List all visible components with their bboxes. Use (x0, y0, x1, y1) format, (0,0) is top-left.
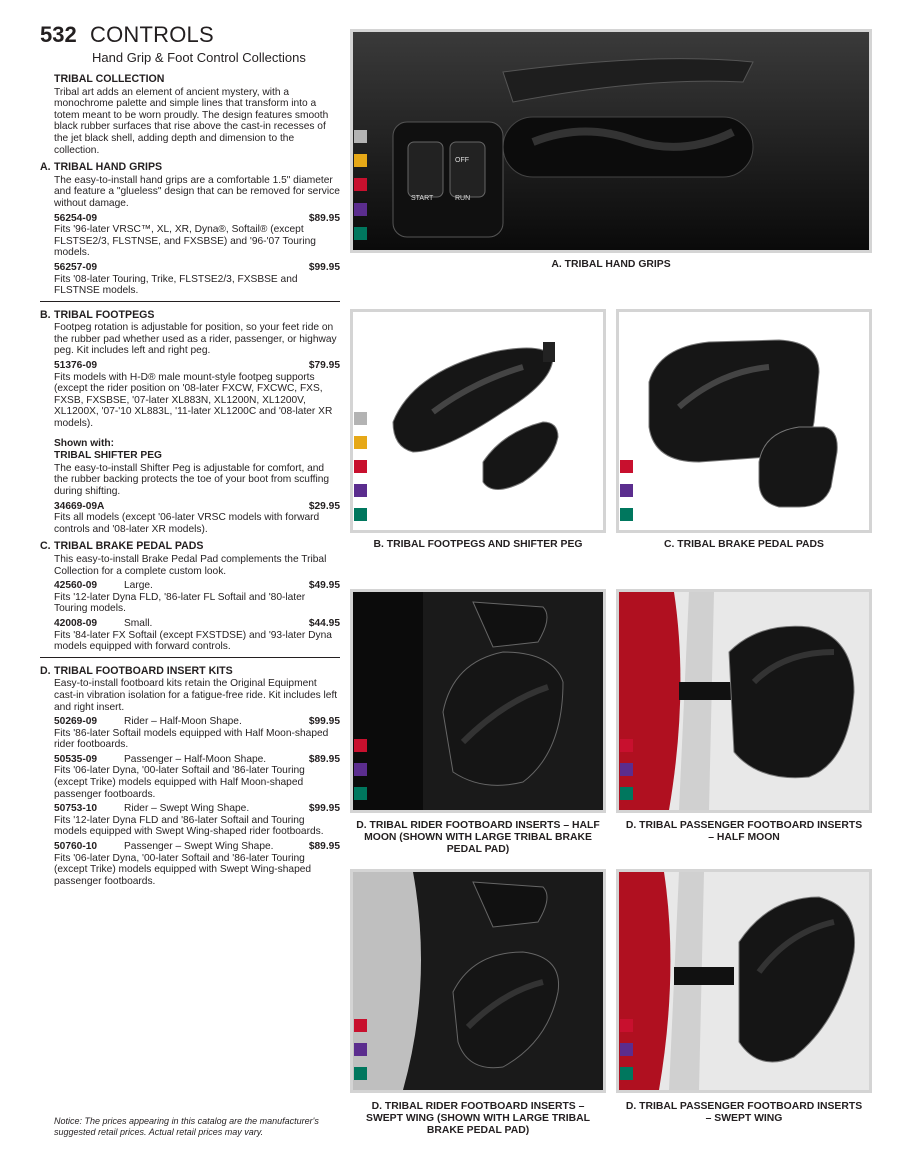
item-fitment: Fits '12-later Dyna FLD and '86-later Softail and Touring models equipped with Swept Wing-shaped rider footboards. (54, 814, 324, 838)
swatch-purple (354, 763, 367, 776)
swatch-purple (620, 763, 633, 776)
shown-with-label: Shown with: (54, 437, 114, 449)
item-size: Passenger – Swept Wing Shape. (124, 841, 274, 853)
swatch-teal (620, 787, 633, 800)
swatch-teal (354, 1067, 367, 1080)
part-number: 34669-09A (54, 500, 105, 512)
swatch-teal (354, 227, 367, 240)
item-fitment: Fits '08-later Touring, Trike, FLSTSE2/3, FXSBSE and FLSTNSE models. (54, 273, 298, 297)
swatch-gray (354, 130, 367, 143)
caption-a: A. TRIBAL HAND GRIPS (551, 259, 671, 270)
part-number: 42560-09 (54, 580, 98, 592)
swatch-gold (354, 154, 367, 167)
swatch-gray (354, 412, 367, 425)
photo-brake-pedal-pads (616, 309, 872, 533)
swatch-red (354, 1019, 367, 1032)
caption-d3: D. TRIBAL RIDER FOOTBOARD INSERTS – SWEPT WING (SHOWN WITH LARGE TRIBAL BRAKE PEDAL PAD) (366, 1101, 590, 1136)
sub-desc: The easy-to-install Shifter Peg is adjustable for comfort, and the rubber backing protects the toe of your boot from scuffing during shifting. (54, 462, 330, 497)
section-letter: A. (40, 161, 51, 174)
product-item (40, 580, 340, 615)
section-title: TRIBAL BRAKE PEDAL PADS (54, 540, 204, 553)
part-number: 50269-09 (54, 716, 98, 728)
swatch-teal (620, 1067, 633, 1080)
item-price: $44.95 (308, 617, 340, 629)
swatch-purple (620, 484, 633, 497)
section-desc: This easy-to-install Brake Pedal Pad complements the Tribal Collection for a complete custom look. (54, 553, 327, 577)
item-size (124, 213, 309, 225)
item-price: $79.95 (308, 360, 340, 372)
sub-title: TRIBAL SHIFTER PEG (54, 450, 162, 462)
switch-start-label: START (411, 195, 434, 202)
section-letter: D. (40, 664, 51, 677)
section-letter: C. (40, 540, 51, 553)
caption-b: B. TRIBAL FOOTPEGS AND SHIFTER PEG (373, 539, 583, 550)
product-item (40, 754, 340, 800)
item-price: $89.95 (308, 212, 340, 224)
section-letter: B. (40, 308, 51, 321)
caption-d4: D. TRIBAL PASSENGER FOOTBOARD INSERTS – SWEPT WING (625, 1101, 863, 1124)
part-number: 50535-09 (54, 753, 98, 765)
item-size: Rider – Half-Moon Shape. (124, 716, 242, 728)
divider (40, 657, 340, 658)
intro-text: Tribal art adds an element of ancient mystery, with a monochrome palette and simple lines that transform into a totem meant to be worn proudly. The design features smooth black rubber surfaces that rise above the cast-in recesses of the jet black shell, adding depth and dimension to the collection. (54, 86, 329, 156)
swatch-purple (620, 1043, 633, 1056)
swatch-purple (354, 484, 367, 497)
product-item (40, 841, 340, 887)
switch-run-label: RUN (455, 195, 471, 202)
part-number: 56257-09 (54, 261, 98, 273)
item-size (124, 262, 309, 274)
part-number: 50753-10 (54, 803, 98, 815)
photo-rider-swept-wing (350, 869, 606, 1093)
swatch-red (620, 1019, 633, 1032)
swatch-red (354, 460, 367, 473)
product-item (40, 262, 340, 297)
page-title: CONTROLS (90, 22, 214, 47)
item-size: Passenger – Half-Moon Shape. (124, 753, 267, 765)
photo-passenger-swept-wing (616, 869, 872, 1093)
photo-passenger-half-moon (616, 589, 872, 813)
part-number: 51376-09 (54, 360, 98, 372)
item-fitment: Fits all models (except '06-later VRSC models with forward controls and '08-later XR models). (54, 512, 320, 535)
item-price: $99.95 (308, 716, 340, 728)
item-fitment: Fits models with H-D® male mount-style footpeg supports (except the rider position on '08-later FXCW, FXCWC, FXS, FXSB, FXSBSE, '07-later XL883N, XL1200N, XL1200V, XL1200X, '07-'10 XL883L, '11-later XL1200C and '08-later XR models). (54, 371, 333, 430)
swatch-purple (354, 203, 367, 216)
item-fitment: Fits '84-later FX Softail (except FXSTDSE) and '93-later Dyna models equipped with forward controls. (54, 629, 332, 653)
caption-d1: D. TRIBAL RIDER FOOTBOARD INSERTS – HALF MOON (SHOWN WITH LARGE TRIBAL BRAKE PEDAL PAD) (356, 820, 600, 855)
section-desc: The easy-to-install hand grips are a comfortable 1.5" diameter and feature a "glueless" design that can be removed for service without damage. (54, 174, 340, 209)
intro-section (40, 74, 340, 156)
section-b (40, 310, 340, 536)
item-price: $99.95 (308, 261, 340, 273)
caption-d2: D. TRIBAL PASSENGER FOOTBOARD INSERTS – HALF MOON (625, 820, 863, 843)
section-title: TRIBAL FOOTPEGS (54, 308, 155, 321)
photo-rider-half-moon (350, 589, 606, 813)
item-price: $29.95 (308, 500, 340, 512)
item-fitment: Fits '96-later VRSC™, XL, XR, Dyna®, Softail® (except FLSTSE2/3, FLSTNSE, and FXSBSE) and '96-'07 Touring models. (54, 224, 316, 259)
swatch-purple (354, 1043, 367, 1056)
product-item (40, 360, 340, 430)
swatch-gold (354, 436, 367, 449)
section-d (40, 666, 340, 888)
switch-off-label: OFF (455, 157, 469, 164)
item-fitment: Fits '12-later Dyna FLD, '86-later FL Softail and '80-later Touring models. (54, 591, 306, 615)
item-fitment: Fits '06-later Dyna, '00-later Softail and '86-later Touring (except Trike) models equipped with Swept Wing-shaped passenger footboards. (54, 852, 312, 887)
caption-c: C. TRIBAL BRAKE PEDAL PADS (664, 539, 824, 550)
swatch-red (354, 739, 367, 752)
section-title: TRIBAL HAND GRIPS (54, 161, 163, 174)
item-fitment: Fits '06-later Dyna, '00-later Softail and '86-later Touring (except Trike) models equipped with Half Moon-shaped passenger footboards. (54, 765, 305, 800)
intro-title: TRIBAL COLLECTION (54, 73, 165, 85)
item-fitment: Fits '86-later Softail models equipped with Half Moon-shaped rider footboards. (54, 727, 329, 751)
product-item (40, 716, 340, 751)
price-notice: Notice: The prices appearing in this catalog are the manufacturer's suggested retail prices. Actual retail prices may vary. (54, 1116, 319, 1137)
product-item (40, 803, 340, 838)
section-desc: Footpeg rotation is adjustable for position, so your feet ride on the rubber pad whether used as a rider, passenger, or highway peg. Kit includes left and right peg. (54, 322, 337, 357)
photo-hand-grips (350, 29, 872, 253)
item-size: Large. (124, 580, 153, 592)
item-size (124, 360, 309, 372)
part-number: 50760-10 (54, 841, 98, 853)
swatch-teal (620, 508, 633, 521)
photo-footpegs (350, 309, 606, 533)
part-number: 42008-09 (54, 617, 98, 629)
item-price: $89.95 (308, 841, 340, 853)
item-price: $49.95 (308, 580, 340, 592)
swatch-teal (354, 508, 367, 521)
product-item (40, 213, 340, 259)
part-number: 56254-09 (54, 212, 98, 224)
swatch-red (620, 739, 633, 752)
section-title: TRIBAL FOOTBOARD INSERT KITS (54, 664, 233, 677)
swatch-red (620, 460, 633, 473)
item-size (124, 501, 309, 513)
item-price: $99.95 (308, 803, 340, 815)
item-size: Rider – Swept Wing Shape. (124, 803, 250, 815)
page-subtitle: Hand Grip & Foot Control Collections (92, 50, 306, 65)
section-a (40, 162, 340, 302)
text-column (40, 74, 340, 893)
section-c (40, 541, 340, 657)
item-price: $89.95 (308, 753, 340, 765)
product-item (40, 501, 340, 536)
swatch-red (354, 178, 367, 191)
divider (40, 301, 340, 302)
swatch-teal (354, 787, 367, 800)
item-size: Small. (124, 617, 153, 629)
page-number: 532 (40, 22, 77, 47)
product-item (40, 618, 340, 653)
section-desc: Easy-to-install footboard kits retain the Original Equipment cast-in vibration isolation for a fatigue-free ride. Kit includes left and right insert. (54, 678, 338, 713)
